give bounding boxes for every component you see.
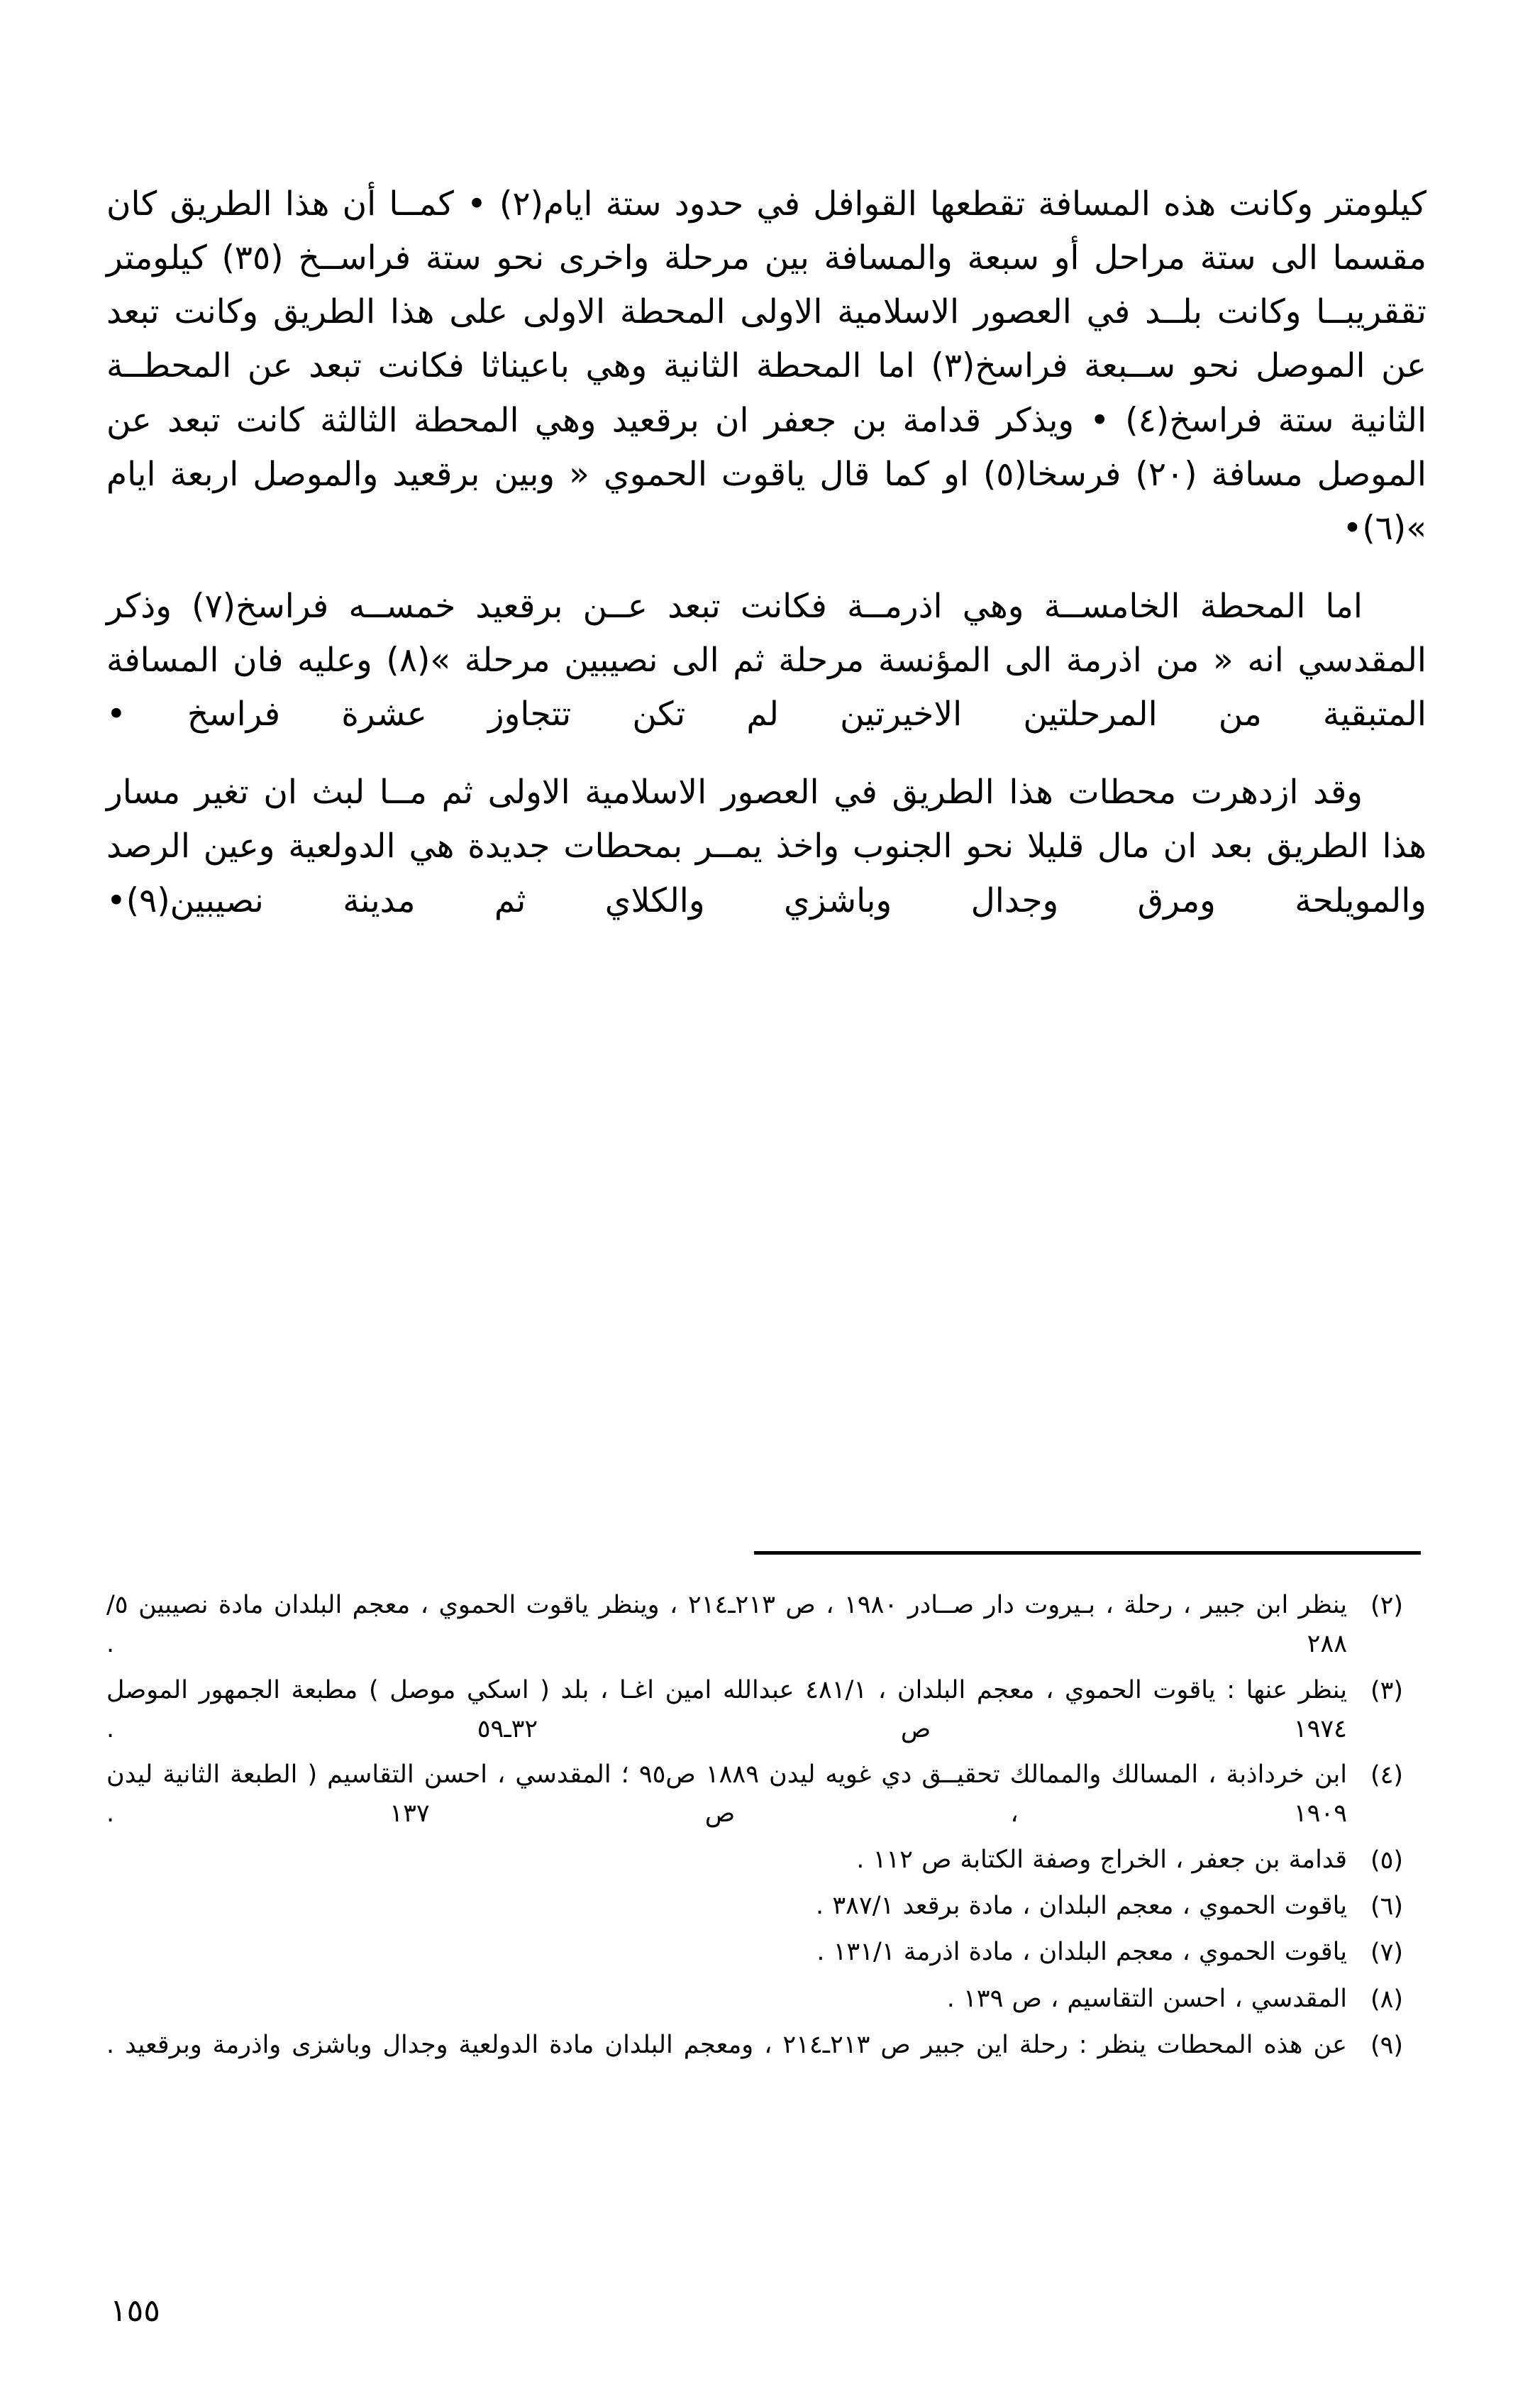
paragraph-3: وقد ازدهرت محطات هذا الطريق في العصور الاسلامية الاولى ثم مــا لبث ان تغير مسار هذا الطريق بعد ان مال قليلا نحو الجنوب واخذ يمــر بمحطات جديدة هي الدولعية وعين الرصد والمويلحة ومرق وجدال وباشزي والكلاي ثم مدينة نصيبين(٩)• — [106, 773, 1427, 920]
footnote-number: (٣) — [1370, 1676, 1404, 1705]
page-number: ١٥٥ — [110, 2293, 160, 2329]
footnote-text: ياقوت الحموي ، معجم البلدان ، مادة برقعد ٣٨٧/١ . — [816, 1892, 1347, 1921]
footnote-separator-rule — [754, 1551, 1421, 1555]
footnote-text: المقدسي ، احسن التقاسيم ، ص ١٣٩ . — [946, 1984, 1347, 2013]
footnote-text: عن هذه المحطات ينظر : رحلة اين جبير ص ٢١٣ـ٢١٤ ، ومعجم البلدان مادة الدولعية وجدال وباشزى واذرمة وبرقعيد . — [106, 2030, 1347, 2059]
footnote-item — [106, 1933, 1427, 1973]
body-text-block — [106, 177, 1427, 952]
footnote-item — [106, 1980, 1427, 2019]
footnote-item — [106, 1755, 1427, 1834]
footnote-number: (٢) — [1370, 1592, 1404, 1620]
footnote-text: ينظر عنها : ياقوت الحموي ، معجم البلدان ، ٤٨١/١ عبدالله امين اغـا ، بلد ( اسكي موصل ) مطبعة الجمهور الموصل ١٩٧٤ ص ٣٢ـ٥٩ . — [106, 1675, 1347, 1743]
footnote-item — [106, 1841, 1427, 1880]
footnote-number: (٦) — [1370, 1892, 1404, 1921]
footnote-number: (٥) — [1370, 1846, 1404, 1875]
footnote-text: قدامة بن جعفر ، الخراج وصفة الكتابة ص ١١٢ . — [856, 1845, 1347, 1874]
footnote-number: (٤) — [1370, 1761, 1404, 1790]
footnotes-block — [106, 1586, 1427, 2072]
footnote-item — [106, 1586, 1427, 1665]
footnote-item — [106, 1671, 1427, 1750]
footnote-text: ياقوت الحموي ، معجم البلدان ، مادة اذرمة ١٣١/١ . — [816, 1938, 1347, 1967]
footnote-number: (٧) — [1370, 1939, 1404, 1968]
paragraph-2: اما المحطة الخامســة وهي اذرمــة فكانت تبعد عــن برقعيد خمســه فراسخ(٧) وذكر المقدسي انه « من اذرمة الى المؤنسة مرحلة ثم الى نصيبين مرحلة »(٨) وعليه فان المسافة المتبقية من المرحلتين الاخيرتين لم تكن تتجاوز عشرة فراسخ • — [106, 586, 1427, 734]
footnote-text: ينظر ابن جبير ، رحلة ، بـيروت دار صــادر ١٩٨٠ ، ص ٢١٣ـ٢١٤ ، وينظر ياقوت الحموي ، معجم البلدان مادة نصيبين ٥/ ٢٨٨ . — [106, 1591, 1347, 1659]
footnote-number: (٩) — [1370, 2031, 1404, 2060]
footnote-text: ابن خرداذبة ، المسالك والممالك تحقيــق دي غويه ليدن ١٨٨٩ ص٩٥ ؛ المقدسي ، احسن التقاسيم ( الطبعة الثانية ليدن ١٩٠٩ ، ص ١٣٧ . — [106, 1760, 1347, 1829]
footnote-item — [106, 1887, 1427, 1926]
footnote-item — [106, 2026, 1427, 2066]
footnote-number: (٨) — [1370, 1985, 1404, 2014]
paragraph-1: كيلومتر وكانت هذه المسافة تقطعها القوافل في حدود ستة ايام(٢) • كمــا أن هذا الطريق كان مقسما الى ستة مراحل أو سبعة والمسافة بين مرحلة واخرى نحو ستة فراســخ (٣٥) كيلومتر تققريبــا وكانت بلــد في العصور الاسلامية الاولى المحطة الاولى على هذا الطريق وكانت تبعد عن الموصل نحو ســبعة فراسخ(٣) اما المحطة الثانية وهي باعيناثا فكانت تبعد عن المحطــة الثانية ستة فراسخ(٤) • ويذكر قدامة بن جعفر ان برقعيد وهي المحطة الثالثة كانت تبعد عن الموصل مسافة (٢٠) فرسخا(٥) او كما قال ياقوت الحموي « وبين برقعيد والموصل اربعة ايام »(٦)• — [106, 184, 1427, 548]
